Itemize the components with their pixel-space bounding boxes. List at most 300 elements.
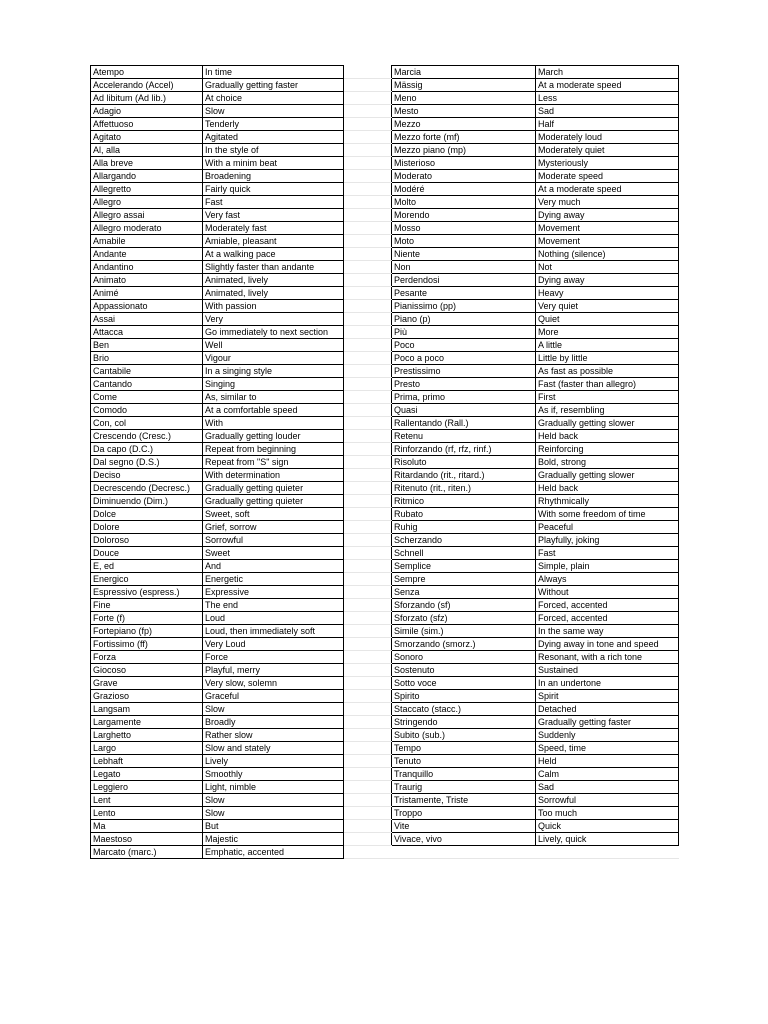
spacer-cell	[344, 638, 392, 651]
term-cell: Fine	[91, 599, 203, 612]
spacer-cell	[344, 664, 392, 677]
meaning-cell: Sorrowful	[536, 794, 679, 807]
table-row	[91, 560, 679, 573]
meaning-cell: With passion	[203, 300, 344, 313]
table-row	[91, 66, 679, 79]
term-cell: Molto	[392, 196, 536, 209]
table-row	[91, 339, 679, 352]
term-cell: Smorzando (smorz.)	[392, 638, 536, 651]
spacer-cell	[344, 495, 392, 508]
meaning-cell: Quiet	[536, 313, 679, 326]
meaning-cell: Movement	[536, 222, 679, 235]
term-cell	[392, 846, 536, 859]
term-cell: Adagio	[91, 105, 203, 118]
term-cell: Mezzo	[392, 118, 536, 131]
meaning-cell: Bold, strong	[536, 456, 679, 469]
term-cell: Cantando	[91, 378, 203, 391]
term-cell: Larghetto	[91, 729, 203, 742]
spacer-cell	[344, 521, 392, 534]
term-cell: Decrescendo (Decresc.)	[91, 482, 203, 495]
meaning-cell: In the same way	[536, 625, 679, 638]
term-cell: Al, alla	[91, 144, 203, 157]
meaning-cell: Heavy	[536, 287, 679, 300]
meaning-cell: With a minim beat	[203, 157, 344, 170]
term-cell: Amabile	[91, 235, 203, 248]
term-cell: Schnell	[392, 547, 536, 560]
term-cell: Ruhig	[392, 521, 536, 534]
term-cell: Forza	[91, 651, 203, 664]
term-cell: Quasi	[392, 404, 536, 417]
term-cell: Non	[392, 261, 536, 274]
spacer-cell	[344, 625, 392, 638]
meaning-cell: Slow	[203, 807, 344, 820]
table-row	[91, 755, 679, 768]
spacer-cell	[344, 482, 392, 495]
meaning-cell: Loud, then immediately soft	[203, 625, 344, 638]
meaning-cell: Energetic	[203, 573, 344, 586]
meaning-cell: Spirit	[536, 690, 679, 703]
meaning-cell: More	[536, 326, 679, 339]
spacer-cell	[344, 170, 392, 183]
term-cell: Crescendo (Cresc.)	[91, 430, 203, 443]
meaning-cell: Rather slow	[203, 729, 344, 742]
spacer-cell	[344, 716, 392, 729]
spacer-cell	[344, 105, 392, 118]
meaning-cell: Go immediately to next section	[203, 326, 344, 339]
term-cell: Allegro assai	[91, 209, 203, 222]
table-row	[91, 820, 679, 833]
meaning-cell: Emphatic, accented	[203, 846, 344, 859]
term-cell: Ma	[91, 820, 203, 833]
spacer-cell	[344, 547, 392, 560]
table-row	[91, 690, 679, 703]
meaning-cell: With some freedom of time	[536, 508, 679, 521]
meaning-cell: Slightly faster than andante	[203, 261, 344, 274]
term-cell: Atempo	[91, 66, 203, 79]
meaning-cell: Fast (faster than allegro)	[536, 378, 679, 391]
term-cell: Lebhaft	[91, 755, 203, 768]
meaning-cell: Held back	[536, 482, 679, 495]
table-row	[91, 79, 679, 92]
meaning-cell: Moderately quiet	[536, 144, 679, 157]
musical-terms-table	[90, 65, 679, 859]
table-row	[91, 599, 679, 612]
spacer-cell	[344, 755, 392, 768]
term-cell: Rinforzando (rf, rfz, rinf.)	[392, 443, 536, 456]
term-cell: Vivace, vivo	[392, 833, 536, 846]
term-cell: E, ed	[91, 560, 203, 573]
table-row	[91, 729, 679, 742]
spacer-cell	[344, 365, 392, 378]
table-row	[91, 352, 679, 365]
meaning-cell: Moderately fast	[203, 222, 344, 235]
term-cell: Andante	[91, 248, 203, 261]
term-cell: Mässig	[392, 79, 536, 92]
term-cell: Alla breve	[91, 157, 203, 170]
meaning-cell: Gradually getting slower	[536, 417, 679, 430]
spacer-cell	[344, 560, 392, 573]
term-cell: Più	[392, 326, 536, 339]
table-row	[91, 586, 679, 599]
table-row	[91, 781, 679, 794]
term-cell: Comodo	[91, 404, 203, 417]
meaning-cell: Majestic	[203, 833, 344, 846]
spacer-cell	[344, 339, 392, 352]
table-row	[91, 534, 679, 547]
meaning-cell: Always	[536, 573, 679, 586]
meaning-cell: Gradually getting faster	[203, 79, 344, 92]
spacer-cell	[344, 807, 392, 820]
term-cell: Come	[91, 391, 203, 404]
meaning-cell: In the style of	[203, 144, 344, 157]
spreadsheet-page	[90, 65, 680, 859]
spacer-cell	[344, 157, 392, 170]
term-cell: Moderato	[392, 170, 536, 183]
term-cell: Affettuoso	[91, 118, 203, 131]
table-row	[91, 378, 679, 391]
term-cell: Marcato (marc.)	[91, 846, 203, 859]
term-cell: Troppo	[392, 807, 536, 820]
meaning-cell: Fast	[203, 196, 344, 209]
term-cell: Semplice	[392, 560, 536, 573]
spacer-cell	[344, 651, 392, 664]
meaning-cell: Singing	[203, 378, 344, 391]
meaning-cell	[536, 846, 679, 859]
meaning-cell: Fairly quick	[203, 183, 344, 196]
spacer-cell	[344, 690, 392, 703]
term-cell: Rubato	[392, 508, 536, 521]
table-row	[91, 157, 679, 170]
meaning-cell: Fast	[536, 547, 679, 560]
spacer-cell	[344, 183, 392, 196]
meaning-cell: Tenderly	[203, 118, 344, 131]
spacer-cell	[344, 794, 392, 807]
meaning-cell: Expressive	[203, 586, 344, 599]
table-row	[91, 118, 679, 131]
meaning-cell: Playfully, joking	[536, 534, 679, 547]
spacer-cell	[344, 404, 392, 417]
meaning-cell: Too much	[536, 807, 679, 820]
meaning-cell: At a walking pace	[203, 248, 344, 261]
meaning-cell: Lively	[203, 755, 344, 768]
term-cell: Morendo	[392, 209, 536, 222]
term-cell: Staccato (stacc.)	[392, 703, 536, 716]
term-cell: Sforzando (sf)	[392, 599, 536, 612]
meaning-cell: In a singing style	[203, 365, 344, 378]
table-row	[91, 833, 679, 846]
meaning-cell: As, similar to	[203, 391, 344, 404]
term-cell: Attacca	[91, 326, 203, 339]
spacer-cell	[344, 573, 392, 586]
spacer-cell	[344, 768, 392, 781]
term-cell: Mezzo piano (mp)	[392, 144, 536, 157]
term-cell: Tenuto	[392, 755, 536, 768]
meaning-cell: In time	[203, 66, 344, 79]
spacer-cell	[344, 846, 392, 859]
term-cell: Doloroso	[91, 534, 203, 547]
meaning-cell: Held back	[536, 430, 679, 443]
term-cell: Largamente	[91, 716, 203, 729]
term-cell: Risoluto	[392, 456, 536, 469]
spacer-cell	[344, 248, 392, 261]
meaning-cell: Sad	[536, 781, 679, 794]
table-row	[91, 625, 679, 638]
spacer-cell	[344, 300, 392, 313]
spacer-cell	[344, 378, 392, 391]
meaning-cell: Sweet, soft	[203, 508, 344, 521]
term-cell: Sempre	[392, 573, 536, 586]
meaning-cell: Held	[536, 755, 679, 768]
term-cell: Animato	[91, 274, 203, 287]
meaning-cell: Slow	[203, 794, 344, 807]
table-row	[91, 391, 679, 404]
meaning-cell: Slow	[203, 703, 344, 716]
term-cell: Douce	[91, 547, 203, 560]
table-row	[91, 768, 679, 781]
term-cell: Moto	[392, 235, 536, 248]
table-row	[91, 287, 679, 300]
term-cell: Simile (sim.)	[392, 625, 536, 638]
meaning-cell: Rhythmically	[536, 495, 679, 508]
table-row	[91, 677, 679, 690]
spacer-cell	[344, 443, 392, 456]
term-cell: Presto	[392, 378, 536, 391]
meaning-cell: Resonant, with a rich tone	[536, 651, 679, 664]
spacer-cell	[344, 274, 392, 287]
table-row	[91, 456, 679, 469]
meaning-cell: Graceful	[203, 690, 344, 703]
spacer-cell	[344, 66, 392, 79]
term-cell: Spirito	[392, 690, 536, 703]
table-row	[91, 248, 679, 261]
meaning-cell: At a comfortable speed	[203, 404, 344, 417]
spacer-cell	[344, 261, 392, 274]
meaning-cell: As fast as possible	[536, 365, 679, 378]
table-row	[91, 638, 679, 651]
spacer-cell	[344, 677, 392, 690]
table-row	[91, 495, 679, 508]
meaning-cell: Quick	[536, 820, 679, 833]
spacer-cell	[344, 781, 392, 794]
table-row	[91, 742, 679, 755]
meaning-cell: At choice	[203, 92, 344, 105]
table-row	[91, 261, 679, 274]
term-cell: Largo	[91, 742, 203, 755]
spacer-cell	[344, 729, 392, 742]
term-cell: Pianissimo (pp)	[392, 300, 536, 313]
spacer-cell	[344, 209, 392, 222]
meaning-cell: Simple, plain	[536, 560, 679, 573]
meaning-cell: Suddenly	[536, 729, 679, 742]
meaning-cell: First	[536, 391, 679, 404]
term-cell: Rallentando (Rall.)	[392, 417, 536, 430]
term-cell: Ritmico	[392, 495, 536, 508]
meaning-cell: Half	[536, 118, 679, 131]
term-cell: Accelerando (Accel)	[91, 79, 203, 92]
table-row	[91, 521, 679, 534]
meaning-cell: Speed, time	[536, 742, 679, 755]
meaning-cell: Gradually getting faster	[536, 716, 679, 729]
term-cell: Stringendo	[392, 716, 536, 729]
term-cell: Perdendosi	[392, 274, 536, 287]
term-cell: Dal segno (D.S.)	[91, 456, 203, 469]
term-cell: Dolce	[91, 508, 203, 521]
term-cell: Allegretto	[91, 183, 203, 196]
table-row	[91, 326, 679, 339]
table-row	[91, 651, 679, 664]
term-cell: Langsam	[91, 703, 203, 716]
table-row	[91, 716, 679, 729]
meaning-cell: Sweet	[203, 547, 344, 560]
meaning-cell: Repeat from "S" sign	[203, 456, 344, 469]
meaning-cell: Very	[203, 313, 344, 326]
meaning-cell: Force	[203, 651, 344, 664]
term-cell: Meno	[392, 92, 536, 105]
meaning-cell: Gradually getting slower	[536, 469, 679, 482]
table-row	[91, 235, 679, 248]
table-row	[91, 92, 679, 105]
meaning-cell: The end	[203, 599, 344, 612]
table-body	[91, 66, 679, 859]
table-row	[91, 144, 679, 157]
term-cell: Tristamente, Triste	[392, 794, 536, 807]
spacer-cell	[344, 222, 392, 235]
meaning-cell: Animated, lively	[203, 287, 344, 300]
table-row	[91, 508, 679, 521]
meaning-cell: Light, nimble	[203, 781, 344, 794]
meaning-cell: Slow and stately	[203, 742, 344, 755]
term-cell: Ben	[91, 339, 203, 352]
term-cell: Allegro	[91, 196, 203, 209]
spacer-cell	[344, 742, 392, 755]
spacer-cell	[344, 586, 392, 599]
term-cell: Andantino	[91, 261, 203, 274]
table-row	[91, 183, 679, 196]
meaning-cell: Gradually getting quieter	[203, 482, 344, 495]
term-cell: Deciso	[91, 469, 203, 482]
meaning-cell: With determination	[203, 469, 344, 482]
term-cell: Animé	[91, 287, 203, 300]
spacer-cell	[344, 469, 392, 482]
term-cell: Vite	[392, 820, 536, 833]
spacer-cell	[344, 313, 392, 326]
meaning-cell: At a moderate speed	[536, 183, 679, 196]
table-row	[91, 846, 679, 859]
meaning-cell: Little by little	[536, 352, 679, 365]
spacer-cell	[344, 144, 392, 157]
spacer-cell	[344, 352, 392, 365]
term-cell: Modéré	[392, 183, 536, 196]
meaning-cell: Slow	[203, 105, 344, 118]
term-cell: Traurig	[392, 781, 536, 794]
meaning-cell: As if, resembling	[536, 404, 679, 417]
term-cell: Subito (sub.)	[392, 729, 536, 742]
meaning-cell: Very slow, solemn	[203, 677, 344, 690]
term-cell: Cantabile	[91, 365, 203, 378]
term-cell: Piano (p)	[392, 313, 536, 326]
spacer-cell	[344, 703, 392, 716]
term-cell: Lento	[91, 807, 203, 820]
meaning-cell: Forced, accented	[536, 599, 679, 612]
term-cell: Retenu	[392, 430, 536, 443]
meaning-cell: In an undertone	[536, 677, 679, 690]
table-row	[91, 664, 679, 677]
table-row	[91, 274, 679, 287]
term-cell: Energico	[91, 573, 203, 586]
meaning-cell: Broadly	[203, 716, 344, 729]
term-cell: Legato	[91, 768, 203, 781]
meaning-cell: Agitated	[203, 131, 344, 144]
meaning-cell: March	[536, 66, 679, 79]
spacer-cell	[344, 456, 392, 469]
meaning-cell: Less	[536, 92, 679, 105]
term-cell: Giocoso	[91, 664, 203, 677]
term-cell: Brio	[91, 352, 203, 365]
table-row	[91, 417, 679, 430]
table-row	[91, 105, 679, 118]
meaning-cell: But	[203, 820, 344, 833]
term-cell: Ad libitum (Ad lib.)	[91, 92, 203, 105]
term-cell: Mezzo forte (mf)	[392, 131, 536, 144]
table-row	[91, 573, 679, 586]
spacer-cell	[344, 820, 392, 833]
term-cell: Prima, primo	[392, 391, 536, 404]
meaning-cell: Broadening	[203, 170, 344, 183]
table-row	[91, 443, 679, 456]
table-row	[91, 469, 679, 482]
meaning-cell: Smoothly	[203, 768, 344, 781]
meaning-cell: Movement	[536, 235, 679, 248]
spacer-cell	[344, 326, 392, 339]
term-cell: Sforzato (sfz)	[392, 612, 536, 625]
term-cell: Tempo	[392, 742, 536, 755]
meaning-cell: Gradually getting louder	[203, 430, 344, 443]
meaning-cell: Repeat from beginning	[203, 443, 344, 456]
meaning-cell: Nothing (silence)	[536, 248, 679, 261]
term-cell: Fortepiano (fp)	[91, 625, 203, 638]
term-cell: Mosso	[392, 222, 536, 235]
meaning-cell: Dying away in tone and speed	[536, 638, 679, 651]
table-row	[91, 703, 679, 716]
spacer-cell	[344, 92, 392, 105]
meaning-cell: Without	[536, 586, 679, 599]
term-cell: Scherzando	[392, 534, 536, 547]
term-cell: Leggiero	[91, 781, 203, 794]
table-row	[91, 365, 679, 378]
term-cell: Poco	[392, 339, 536, 352]
spacer-cell	[344, 508, 392, 521]
meaning-cell: Very quiet	[536, 300, 679, 313]
spacer-cell	[344, 79, 392, 92]
spacer-cell	[344, 430, 392, 443]
spacer-cell	[344, 118, 392, 131]
spacer-cell	[344, 612, 392, 625]
meaning-cell: Gradually getting quieter	[203, 495, 344, 508]
term-cell: Allargando	[91, 170, 203, 183]
table-row	[91, 196, 679, 209]
table-row	[91, 209, 679, 222]
meaning-cell: Forced, accented	[536, 612, 679, 625]
term-cell: Poco a poco	[392, 352, 536, 365]
table-row	[91, 222, 679, 235]
term-cell: Sotto voce	[392, 677, 536, 690]
meaning-cell: Animated, lively	[203, 274, 344, 287]
term-cell: Misterioso	[392, 157, 536, 170]
term-cell: Forte (f)	[91, 612, 203, 625]
term-cell: Sonoro	[392, 651, 536, 664]
term-cell: Allegro moderato	[91, 222, 203, 235]
meaning-cell: Detached	[536, 703, 679, 716]
